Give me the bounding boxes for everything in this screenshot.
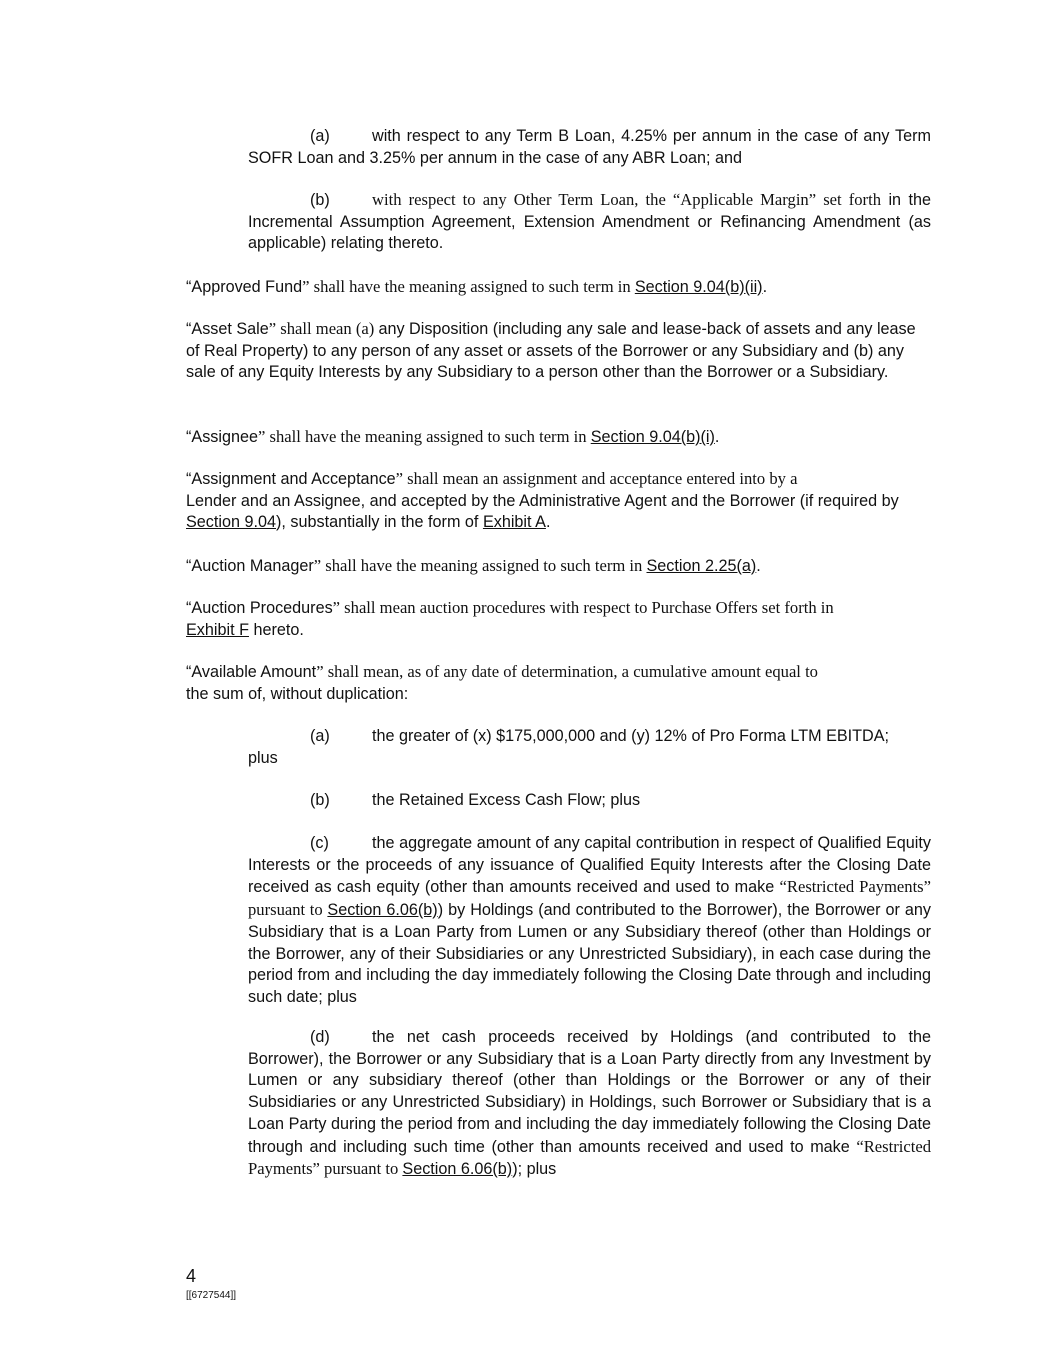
clause-text: ); plus	[512, 1160, 557, 1179]
clause-label: (a)	[310, 127, 330, 145]
clause-text-serif: with respect to any Other Term Loan, the “Applicable Margin” set forth	[372, 190, 881, 209]
definition-text-body: hereto.	[248, 620, 304, 639]
clause-label: (d)	[310, 1028, 330, 1046]
clause-label: (a)	[310, 727, 330, 745]
defined-term: “Auction Manager	[186, 557, 314, 575]
definition-text: ” shall mean (a)	[268, 319, 379, 338]
punctuation: .	[545, 513, 551, 532]
definition-text: ” shall mean an assignment and acceptance entered into by a	[395, 469, 798, 488]
section-reference-link[interactable]: Section 9.04	[186, 513, 276, 532]
definition-available-amount	[186, 661, 931, 705]
clause-label: (b)	[310, 191, 330, 209]
section-reference-link[interactable]: Section 6.06(b)	[402, 1160, 513, 1179]
section-reference-link[interactable]: Section 2.25(a)	[646, 557, 757, 575]
clause-text: in the Incremental Assumption Agreement, Extension Amendment or Refinancing Amendment (as applicable) relating thereto.	[248, 191, 932, 253]
section-reference-link[interactable]: Section 6.06(b)	[327, 901, 438, 920]
definition-approved-fund	[186, 276, 931, 299]
clause-text-serif: “Restricted Payments” pursuant to	[248, 877, 931, 920]
clause-label: (c)	[310, 834, 329, 852]
clause-label: (b)	[310, 791, 330, 809]
definition-asset-sale	[186, 318, 931, 384]
available-amount-clause-b	[248, 790, 931, 812]
document-id: [[6727544]]	[186, 1290, 237, 1301]
defined-term: “Auction Procedures	[186, 599, 333, 617]
clause-continuation: plus	[248, 748, 278, 767]
available-amount-clause-c	[248, 833, 931, 1009]
definition-text-body: any Disposition (including any sale and lease-back of assets and any lease of Real Property) to any person of any asset or assets of the Borrower or any Subsidiary and (b) any sale of any Equity Interests by any Subsidiary to a person other than the Borrower or a Subsidiary.	[186, 320, 916, 382]
available-amount-clause-a	[248, 726, 931, 769]
punctuation: .	[714, 428, 720, 446]
definition-assignment-and-acceptance	[186, 468, 931, 534]
definition-text: ” shall have the meaning assigned to such term in	[257, 427, 591, 446]
margin-clause-a	[248, 126, 931, 169]
clause-text: with respect to any Term B Loan, 4.25% per annum in the case of any Term SOFR Loan and 3.25% per annum in the case of any ABR Loan; and	[248, 127, 931, 167]
defined-term: “Assignment and Acceptance	[186, 470, 396, 488]
punctuation: .	[762, 278, 768, 296]
punctuation: .	[756, 557, 761, 575]
clause-text: the aggregate amount of any capital contribution in respect of Qualified Equity Interests or the proceeds of any issuance of Qualified Equity Interests after the Closing Date received as cash equity (other than amounts received and used to make	[248, 834, 931, 897]
section-reference-link[interactable]: Section 9.04(b)(i)	[590, 428, 715, 446]
definition-text: ” shall mean, as of any date of determination, a cumulative amount equal to	[316, 662, 818, 681]
clause-text: ) by Holdings (and contributed to the Borrower), the Borrower or any Subsidiary that is a Loan Party from Lumen or any Subsidiary thereof (other than Holdings or the Borrower, any of their Subsidiaries or any Unrestricted Subsidiary), in each case during the period from and including the day immediately following the Closing Date through and including such date; plus	[248, 901, 931, 1006]
section-reference-link[interactable]: Section 9.04(b)(ii)	[634, 278, 763, 296]
definition-text-body: ), substantially in the form of	[276, 513, 483, 532]
defined-term: “Available Amount	[186, 663, 317, 681]
exhibit-reference-link[interactable]: Exhibit A	[482, 513, 546, 532]
definition-text-body: Lender and an Assignee, and accepted by the Administrative Agent and the Borrower (if required by	[186, 491, 899, 510]
clause-text-serif: “Restricted Payments” pursuant to	[248, 1136, 931, 1179]
definition-text: ” shall mean auction procedures with respect to Purchase Offers set forth in	[332, 598, 834, 617]
definition-auction-procedures	[186, 597, 931, 641]
definition-text: ” shall have the meaning assigned to such term in	[302, 277, 635, 296]
clause-text: the greater of (x) $175,000,000 and (y) 12% of Pro Forma LTM EBITDA;	[372, 727, 890, 745]
available-amount-clause-d	[248, 1027, 931, 1181]
definition-assignee	[186, 426, 931, 449]
defined-term: “Assignee	[186, 428, 258, 446]
definition-auction-manager	[186, 555, 931, 578]
clause-text: the net cash proceeds received by Holdings (and contributed to the Borrower), the Borrower or any Subsidiary that is a Loan Party directly from any Investment by Lumen or any subsidiary thereof (other than Holdings or the Borrower or any of their Subsidiaries or any Unrestricted Subsidiary) in Holdings, such Borrower or Subsidiary that is a Loan Party during the period from and including the day immediately following the Closing Date through and including such time (other than amounts received and used to make	[248, 1028, 931, 1156]
margin-clause-b	[248, 189, 931, 255]
exhibit-reference-link[interactable]: Exhibit F	[186, 620, 249, 639]
defined-term: “Asset Sale	[186, 320, 269, 338]
defined-term: “Approved Fund	[186, 278, 303, 296]
definition-text-body: the sum of, without duplication:	[186, 684, 409, 703]
definition-text: ” shall have the meaning assigned to such term in	[313, 556, 647, 575]
clause-text: the Retained Excess Cash Flow; plus	[372, 791, 641, 809]
page-number: 4	[186, 1266, 197, 1286]
